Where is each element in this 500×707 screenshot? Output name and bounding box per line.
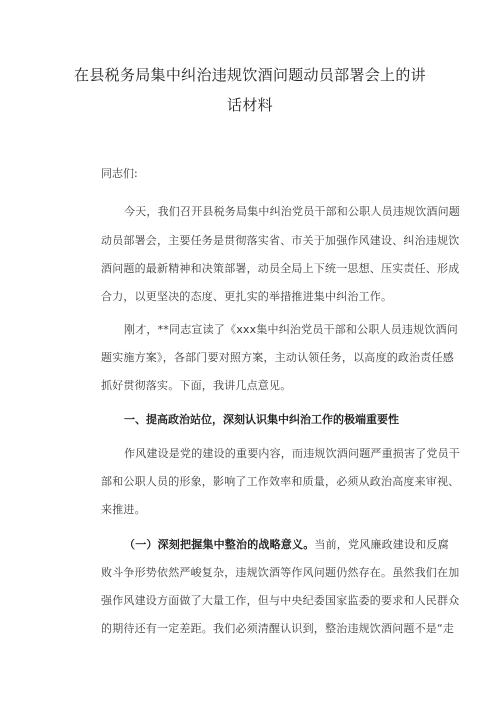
subsection-first-line-text: 当前，党风廉政建设和反腐 bbox=[314, 538, 449, 551]
subsection-first-line bbox=[124, 536, 449, 552]
paragraph-1-line: 动员部署会，主要任务是贯彻落实省、市关于加强作风建设、纠治违规饮 bbox=[101, 234, 460, 247]
paragraph-3-line: 作风建设是党的建设的重要内容，而违规饮酒问题严重损害了党员干 bbox=[124, 447, 460, 460]
document-title-line-1: 在县税务局集中纠治违规饮酒问题动员部署会上的讲 bbox=[74, 66, 426, 84]
subsection-line: 强作风建设方面做了大量工作，但与中央纪委国家监委的要求和人民群众 bbox=[101, 594, 460, 607]
paragraph-1-line: 合力，以更坚决的态度、更扎实的举措推进集中纠治工作。 bbox=[101, 290, 393, 303]
subsection-heading: （一）深刻把握集中整治的战略意义。 bbox=[124, 538, 315, 551]
paragraph-2-line: 抓好贯彻落实。下面，我讲几点意见。 bbox=[101, 379, 292, 392]
paragraph-3-line: 来推进。 bbox=[101, 503, 146, 516]
document-title-line-2: 话材料 bbox=[227, 96, 273, 114]
paragraph-2-line: 刚才，**同志宣读了《xxx集中纠治党员干部和公职人员违规饮酒问 bbox=[124, 323, 458, 336]
section-heading-1: 一、提高政治站位，深刻认识集中纠治工作的极端重要性 bbox=[124, 413, 399, 426]
subsection-line: 的期待还有一定差距。我们必须清醒认识到，整治违规饮酒问题不是“走 bbox=[101, 622, 455, 635]
paragraph-1-line: 酒问题的最新精神和决策部署，动员全局上下统一思想、压实责任、形成 bbox=[101, 262, 460, 275]
subsection-line: 败斗争形势依然严峻复杂，违规饮酒等作风问题仍然存在。虽然我们在加 bbox=[101, 566, 460, 579]
salutation: 同志们: bbox=[101, 167, 138, 180]
paragraph-2-line: 题实施方案》，各部门要对照方案，主动认领任务，以高度的政治责任感 bbox=[101, 351, 454, 364]
paragraph-1-line: 今天，我们召开县税务局集中纠治党员干部和公职人员违规饮酒问题 bbox=[124, 205, 460, 218]
paragraph-3-line: 部和公职人员的形象，影响了工作效率和质量，必须从政治高度来审视、 bbox=[101, 475, 460, 488]
